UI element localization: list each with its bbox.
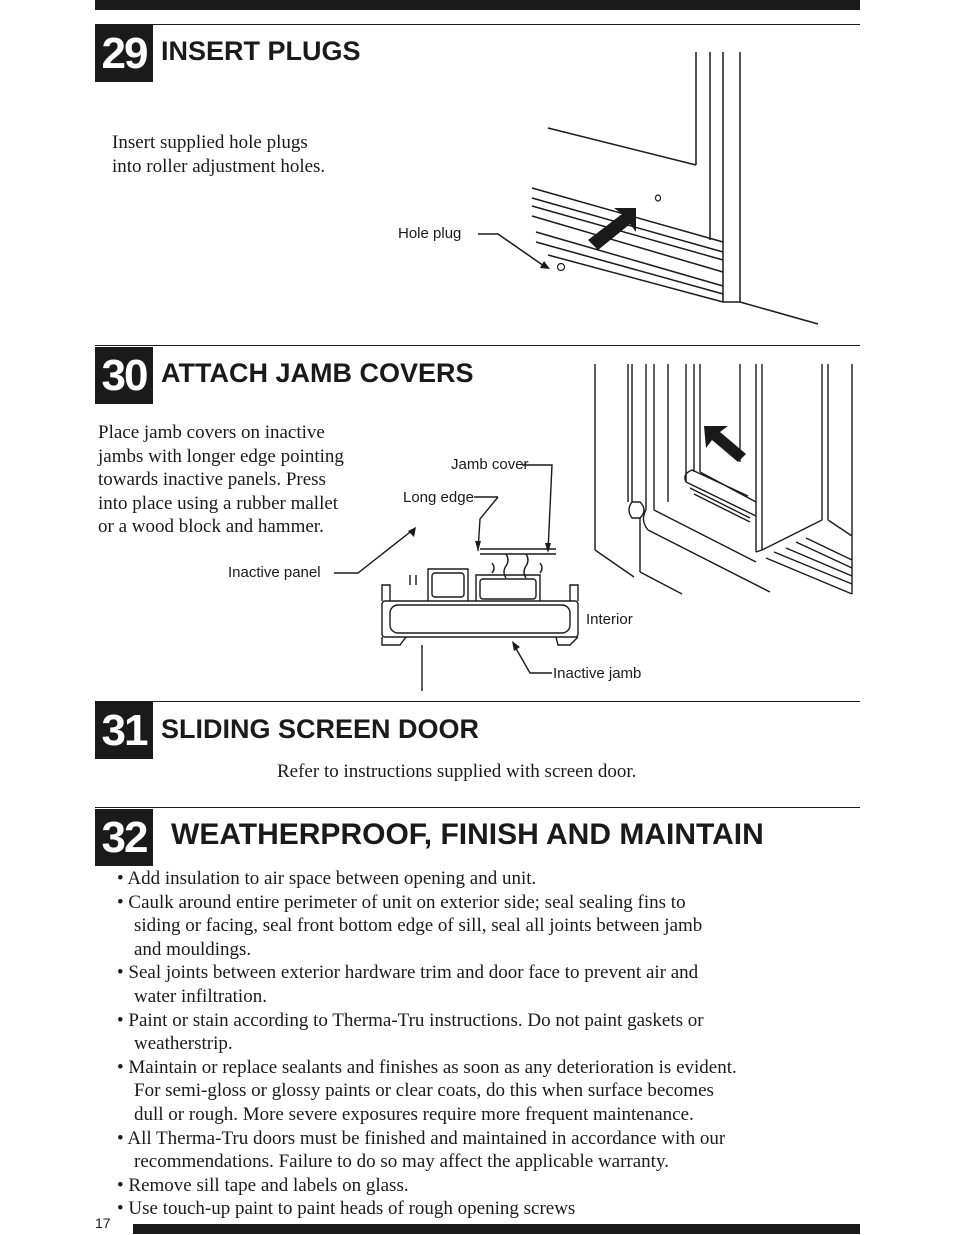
step-30-instructions [98, 421, 344, 539]
list-item: • Paint or stain according to Therma-Tru instructions. Do not paint gaskets or weatherstrip. [117, 1009, 704, 1055]
maintenance-bullet-list [117, 867, 837, 1221]
list-item: • Seal joints between exterior hardware trim and door face to prevent air and water infiltration. [117, 962, 699, 1007]
list-item: • Caulk around entire perimeter of unit on exterior side; seal sealing fins to siding or facing, seal front bottom edge of sill, seal all joints between jamb and mouldings. [117, 891, 703, 960]
instruction-line: or a wood block and hammer. [98, 516, 324, 537]
insert-plugs-illustration [470, 40, 850, 340]
jamb-cover-perspective-illustration [590, 362, 860, 597]
instruction-line: Place jamb covers on inactive [98, 422, 325, 443]
jamb-cross-section-diagram [330, 455, 590, 695]
label-inactive-panel: Inactive panel [228, 564, 321, 581]
instruction-line: into place using a rubber mallet [98, 492, 339, 514]
section-divider [95, 24, 860, 25]
bottom-bar [133, 1224, 860, 1234]
step-title-attach-jamb-covers: ATTACH JAMB COVERS [161, 358, 474, 388]
list-item: • Use touch-up paint to paint heads of rough opening screws [117, 1198, 576, 1220]
list-item: • All Therma-Tru doors must be finished and maintained in accordance with our recommendations. Failure to do so may affect the applicable warranty. [117, 1127, 726, 1173]
section-divider [95, 701, 860, 702]
label-long-edge: Long edge [403, 489, 474, 506]
instruction-line: towards inactive panels. Press [98, 469, 326, 490]
step-number-31: 31 [95, 702, 153, 759]
section-divider [95, 345, 860, 346]
instruction-line: into roller adjustment holes. [112, 155, 326, 177]
instruction-line: Insert supplied hole plugs [112, 132, 308, 153]
instruction-line: jambs with longer edge pointing [98, 445, 344, 467]
label-hole-plug: Hole plug [398, 225, 462, 242]
label-inactive-jamb: Inactive jamb [553, 665, 642, 682]
step-number-29: 29 [95, 25, 153, 82]
page-number: 17 [95, 1215, 111, 1231]
step-title-weatherproof: WEATHERPROOF, FINISH AND MAINTAIN [171, 818, 764, 851]
list-item: • Maintain or replace sealants and finishes as soon as any deterioration is evident. For semi-gloss or glossy paints or clear coats, do this when surface becomes dull or rough. More severe exposures require more frequent maintenance. [117, 1056, 737, 1125]
step-title-insert-plugs: INSERT PLUGS [161, 36, 361, 66]
step-number-32: 32 [95, 809, 153, 866]
step-number-30: 30 [95, 347, 153, 404]
top-bar [95, 0, 860, 10]
label-interior: Interior [586, 611, 633, 628]
section-divider [95, 807, 860, 808]
list-item: • Remove sill tape and labels on glass. [117, 1174, 409, 1196]
step-31-instructions: Refer to instructions supplied with screen door. [277, 761, 637, 782]
list-item: • Add insulation to air space between opening and unit. [117, 868, 537, 889]
step-title-sliding-screen-door: SLIDING SCREEN DOOR [161, 714, 480, 744]
step-29-instructions [112, 131, 325, 178]
label-jamb-cover: Jamb cover [451, 456, 529, 473]
